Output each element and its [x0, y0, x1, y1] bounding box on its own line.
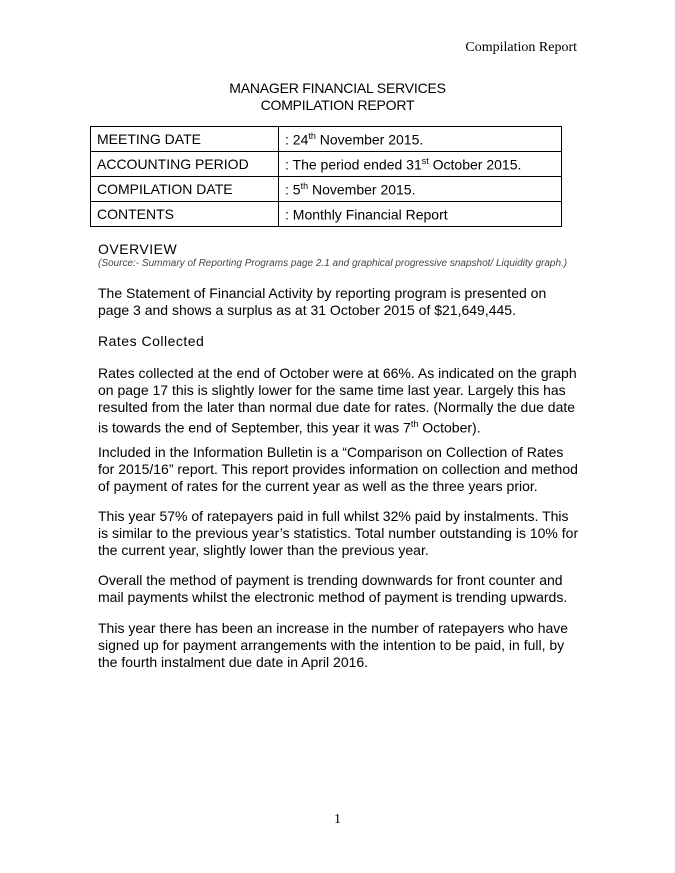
table-row [91, 152, 562, 177]
row-label: CONTENTS [91, 202, 279, 227]
source-note: (Source:- Summary of Reporting Programs page 2.1 and graphical progressive snapshot/ Liquidity graph.) [98, 258, 568, 269]
document-title [0, 80, 675, 114]
row-label: COMPILATION DATE [91, 177, 279, 202]
rates-collected-heading: Rates Collected [98, 333, 205, 349]
row-label: ACCOUNTING PERIOD [91, 152, 279, 177]
overview-heading: OVERVIEW [98, 241, 178, 257]
running-header: Compilation Report [465, 40, 577, 55]
row-value: : The period ended 31st October 2015. [279, 152, 562, 177]
row-label: MEETING DATE [91, 127, 279, 152]
rates-paragraph-2: Included in the Information Bulletin is a “Comparison on Collection of Rates for 2015/16” report. This report provides information on collection and method of payment of rates for the current year as well as the three years prior. [98, 444, 578, 494]
rates-paragraph-4: Overall the method of payment is trending downwards for front counter and mail payments whilst the electronic method of payment is trending upwards. [98, 572, 568, 605]
page-number: 1 [334, 812, 341, 827]
table-row [91, 127, 562, 152]
rates-paragraph-3: This year 57% of ratepayers paid in full whilst 32% paid by instalments. This is similar to the previous year’s statistics. Total number outstanding is 10% for the current year, slightly lower than the previous year. [98, 508, 579, 558]
rates-paragraph-5: This year there has been an increase in the number of ratepayers who have signed up for payment arrangements with the intention to be paid, in full, by the fourth instalment due date in April 2016. [98, 620, 569, 670]
meeting-details-table [90, 126, 562, 227]
title-line-1: MANAGER FINANCIAL SERVICES [229, 80, 446, 96]
row-value: : Monthly Financial Report [279, 202, 562, 227]
row-value: : 24th November 2015. [279, 127, 562, 152]
table-row [91, 177, 562, 202]
row-value: : 5th November 2015. [279, 177, 562, 202]
table-row [91, 202, 562, 227]
rates-paragraph-1: Rates collected at the end of October were at 66%. As indicated on the graph on page 17 this is slightly lower for the same time last year. Largely this has resulted from the later than normal due date for rates. (Normally the due date is towards the end of September, this year it was 7th October). [98, 365, 577, 436]
title-line-2: COMPILATION REPORT [260, 97, 415, 113]
overview-paragraph: The Statement of Financial Activity by reporting program is presented on page 3 and shows a surplus as at 31 October 2015 of $21,649,445. [98, 285, 547, 318]
